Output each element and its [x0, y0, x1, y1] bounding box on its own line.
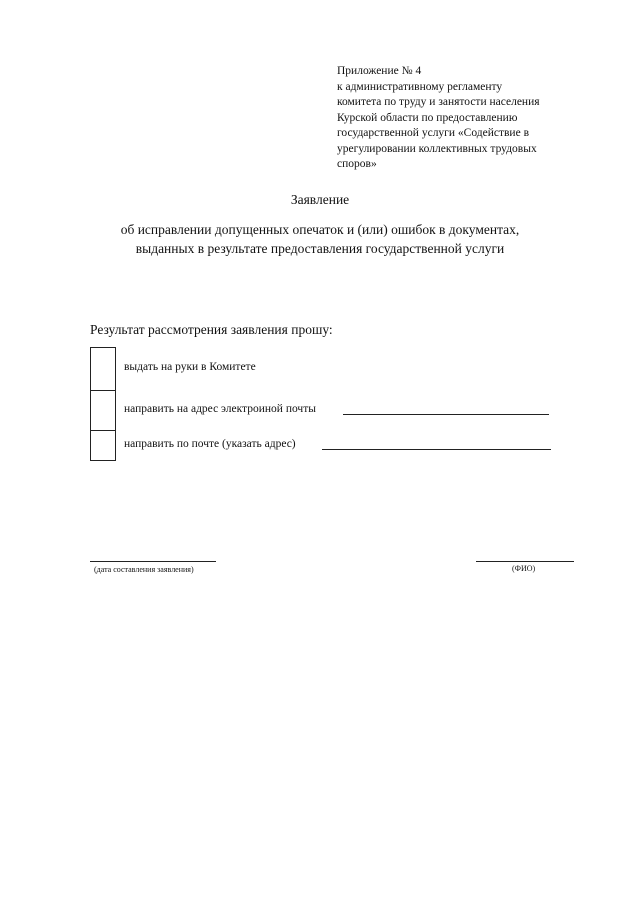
option-hand-delivery-label: выдать на руки в Комитете	[124, 361, 256, 373]
name-signature-line[interactable]	[476, 561, 574, 562]
result-prompt: Результат рассмотрения заявления прошу:	[90, 322, 333, 337]
appendix-line: Приложение № 4	[337, 65, 422, 77]
appendix-line: урегулировании коллективных трудовых	[337, 142, 537, 155]
subtitle-line: об исправлении допущенных опечаток и (или) ошибок в документах,	[120, 222, 520, 237]
checkbox-hand-delivery[interactable]	[90, 347, 116, 391]
appendix-block	[337, 64, 587, 173]
postal-address-line[interactable]	[322, 449, 551, 450]
option-post-label: направить по почте (указать адрес)	[124, 438, 296, 450]
email-address-line[interactable]	[343, 414, 549, 415]
name-label: (ФИО)	[512, 564, 536, 573]
date-label: (дата составления заявления)	[94, 565, 194, 574]
document-title: Заявление	[290, 192, 350, 207]
appendix-line: государственной услуги «Содействие в	[337, 127, 529, 139]
appendix-line: Курской области по предоставлению	[337, 111, 518, 124]
document-subtitle	[0, 220, 640, 258]
appendix-line: споров»	[337, 158, 377, 170]
checkbox-post[interactable]	[90, 431, 116, 461]
option-email-label: направить на адрес электроиной почты	[124, 403, 316, 415]
date-signature-line[interactable]	[90, 561, 216, 562]
appendix-line: к административному регламенту	[337, 80, 503, 93]
appendix-line: комитета по труду и занятости населения	[337, 96, 540, 108]
subtitle-line: выданных в результате предоставления государственной услуги	[135, 241, 505, 256]
checkbox-email[interactable]	[90, 391, 116, 431]
